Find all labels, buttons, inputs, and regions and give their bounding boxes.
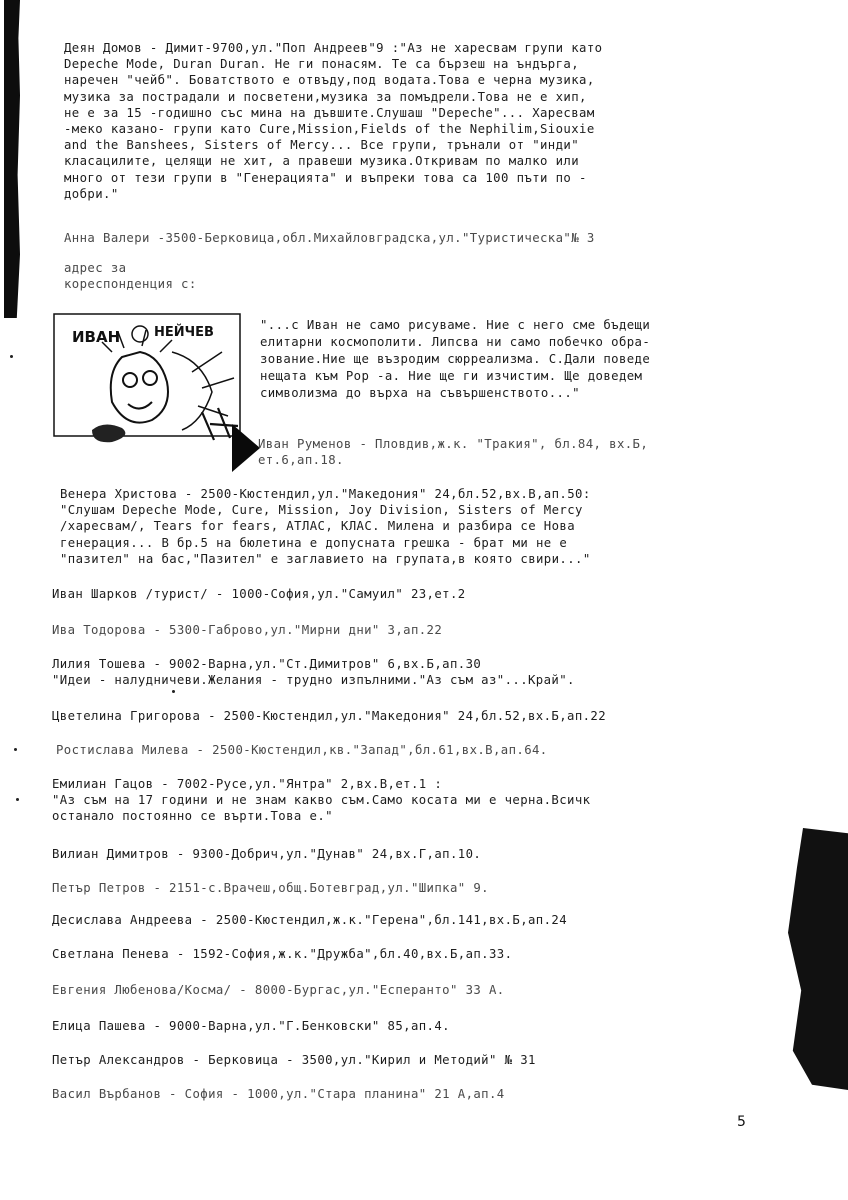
address-entry <box>52 776 590 825</box>
address-line: Вилиан Димитров - 9300-Добрич,ул."Дунав" 24,вх.Г,ап.10. <box>52 847 482 861</box>
address-entry <box>52 880 489 896</box>
address-line: "Идеи - налудничеви.Желания - трудно изпълними."Аз съм аз"...Край". <box>52 673 575 688</box>
address-entry <box>52 656 575 688</box>
text-line: "...с Иван не само рисуваме. Ние с него сме бъдещи <box>260 318 651 332</box>
scan-shadow-left <box>4 0 20 318</box>
text-line: Деян Домов - Димит-9700,ул."Поп Андреев"9 :"Аз не харесвам групи като <box>64 41 603 55</box>
address-line: Ива Тодорова - 5300-Габрово,ул."Мирни дни" 3,ап.22 <box>52 623 443 637</box>
text-line: музика за пострадали и посветени,музика за помъдрели.Това не е хип, <box>64 89 587 104</box>
text-line: -меко казано- групи като Cure,Mission,Fields of the Nephilim,Siouxie <box>64 122 595 137</box>
address-line: Евгения Любенова/Косма/ - 8000-Бургас,ул."Есперанто" 33 А. <box>52 983 505 997</box>
drawing-caption-right: НЕЙЧЕВ <box>154 325 214 340</box>
correspondence-label-line: адрес за <box>64 261 127 275</box>
text-line: класацилите, целящи не хит, а правеши музика.Откривам по малко или <box>64 154 580 169</box>
speck <box>10 355 13 358</box>
speck <box>14 748 17 751</box>
correspondence-label <box>64 260 197 292</box>
cartoon-drawing <box>52 312 242 452</box>
text-line: Венера Христова - 2500-Кюстендил,ул."Македония" 24,бл.52,вх.В,ап.50: <box>60 487 591 501</box>
speck <box>16 798 19 801</box>
text-line: /харесвам/, Tears for fears, АТЛАС, КЛАС. Милена и разбира се Нова <box>60 519 576 534</box>
text-line: "пазител" на бас,"Пазител" е заглавието на групата,в която свири..." <box>60 551 591 566</box>
text-line: ет.6,ап.18. <box>258 453 344 468</box>
address-entry <box>52 1086 505 1102</box>
address-entry <box>52 846 481 862</box>
text-line: много от тези групи в "Генерацията" и въпреки това са 100 пъти по - <box>64 170 587 185</box>
text-line: "Слушам Depeche Mode, Cure, Mission, Joy Division, Sisters of Mercy <box>60 503 583 518</box>
address-entry <box>52 708 606 724</box>
address-entry <box>52 912 567 928</box>
address-line: Петър Петров - 2151-с.Врачеш,общ.Ботевград,ул."Шипка" 9. <box>52 881 489 895</box>
address-line: Елица Пашева - 9000-Варна,ул."Г.Бенковски" 85,ап.4. <box>52 1019 450 1033</box>
address-entry <box>52 1018 450 1034</box>
address-line: Петър Александров - Берковица - 3500,ул."Кирил и Методий" № 31 <box>52 1053 536 1067</box>
page-number: 5 <box>737 1114 746 1130</box>
text-line: елитарни космополити. Липсва ни само побечко обра- <box>260 335 651 349</box>
address-line: Цветелина Григорова - 2500-Кюстендил,ул."Македония" 24,бл.52,вх.Б,ап.22 <box>52 709 607 723</box>
text-line: Иван Руменов - Пловдив,ж.к. "Тракия", бл.84, вх.Б, <box>258 437 649 451</box>
address-line: Ростислава Милева - 2500-Кюстендил,кв."Запад",бл.61,вх.В,ап.64. <box>56 743 548 757</box>
address-entry <box>52 586 466 602</box>
address-line: Васил Върбанов - София - 1000,ул."Стара планина" 21 А,ап.4 <box>52 1087 505 1101</box>
address-line: Емилиан Гацов - 7002-Русе,ул."Янтра" 2,вх.В,ет.1 : <box>52 777 443 791</box>
address-line: Иван Шарков /турист/ - 1000-София,ул."Самуил" 23,ет.2 <box>52 587 466 601</box>
entry-venera <box>60 486 591 567</box>
address-entry <box>52 622 442 638</box>
correspondence-label-line: кореспонденция с: <box>64 277 197 292</box>
address-line: "Аз съм на 17 години и не знам какво съм.Само косата ми е черна.Всичк <box>52 793 591 808</box>
address-line: Лилия Тошева - 9002-Варна,ул."Ст.Димитров" 6,вх.Б,ап.30 <box>52 657 482 671</box>
text-line: Depeche Mode, Duran Duran. Не ги понасям. Те са бързеш на ъндърга, <box>64 57 580 72</box>
text-line: нещата към Pop -а. Ние ще ги изчистим. Ще доведем <box>260 369 643 383</box>
text-line: and the Banshees, Sisters of Mercy... Все групи, трънали от "инди" <box>64 138 580 153</box>
intro-entry <box>64 40 602 202</box>
address-entry <box>52 1052 536 1068</box>
text-line: наречен "чейб". Боватството е отвъду,под водата.Това е черна музика, <box>64 73 595 88</box>
entry-anna <box>64 230 595 246</box>
arrow-icon <box>232 424 260 472</box>
text-line: зование.Ние ще възродим сюрреализма. С.Дали поведе <box>260 352 651 366</box>
address-line: останало постоянно се върти.Това е." <box>52 809 333 824</box>
sketch-illustration <box>52 312 242 452</box>
text-line: добри." <box>64 186 119 201</box>
scan-shadow-right <box>788 828 848 1090</box>
entry-ivan-rumenov <box>258 436 648 468</box>
drawing-caption-left: ИВАН <box>72 328 121 346</box>
quote-block <box>260 317 650 402</box>
address-entry <box>56 742 548 758</box>
address-entry <box>52 982 505 998</box>
address-line: Светлана Пенева - 1592-София,ж.к."Дружба",бл.40,вх.Б,ап.33. <box>52 947 513 961</box>
speck <box>172 690 175 693</box>
entry-line: Анна Валери -3500-Берковица,обл.Михайловградска,ул."Туристическа"№ 3 <box>64 231 595 245</box>
address-line: Десислава Андреева - 2500-Кюстендил,ж.к."Герена",бл.141,вх.Б,ап.24 <box>52 913 568 927</box>
address-entry <box>52 946 512 962</box>
text-line: символизма до върха на съвършенството..." <box>260 386 580 400</box>
text-line: генерация... В бр.5 на бюлетина е допусната грешка - брат ми не е <box>60 535 568 550</box>
text-line: не е за 15 -годишно със мина на дъвшите.Слушаш "Depeche"... Харесвам <box>64 105 595 120</box>
